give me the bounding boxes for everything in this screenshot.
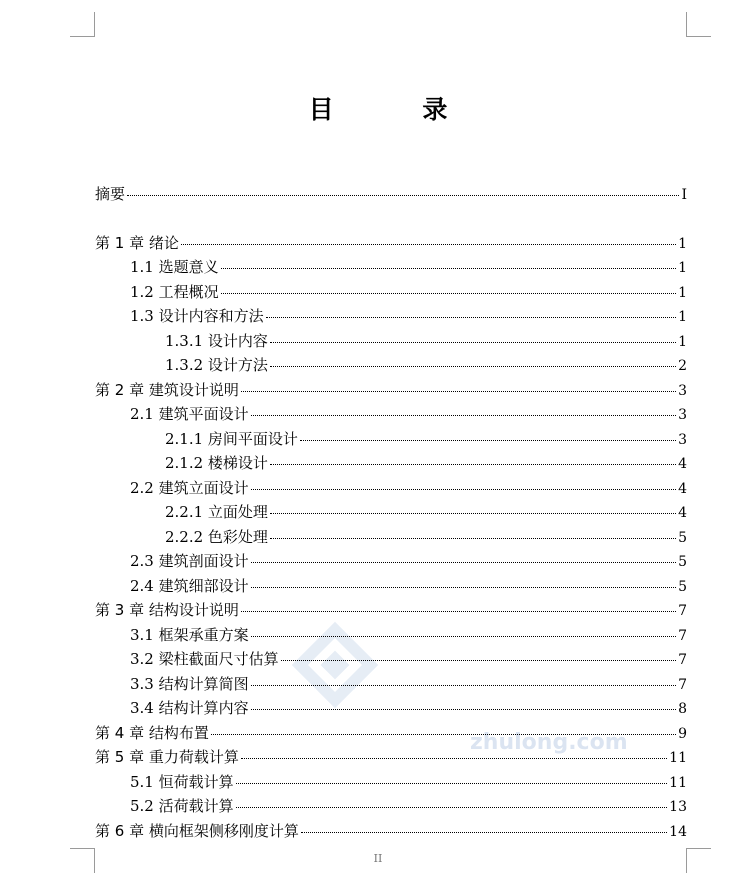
toc-entry-label: 1.3.1 设计内容 [165,331,268,350]
toc-entry[interactable] [95,500,687,525]
toc-entry-page: 7 [678,603,687,619]
toc-entry-label: 第 5 章 重力荷载计算 [95,748,239,766]
toc-entry[interactable] [95,770,687,795]
toc-dot-leader [251,636,676,637]
toc-entry-label: 第 6 章 横向框架侧移刚度计算 [95,821,299,840]
toc-entry-label: 1.3 设计内容和方法 [130,307,264,325]
toc-entry-page: 1 [678,333,687,350]
toc-entry[interactable] [95,427,687,452]
toc-entry-label: 2.3 建筑剖面设计 [130,552,249,570]
toc-dot-leader [241,391,676,392]
toc-dot-leader [270,342,676,343]
toc-entry[interactable] [95,329,687,354]
toc-entry[interactable] [95,280,687,305]
page-number: II [373,852,383,865]
toc-entry-page: 13 [669,799,687,815]
toc-entry[interactable] [95,672,687,697]
toc-entry[interactable] [95,402,687,427]
toc-entry[interactable] [95,476,687,501]
toc-entry[interactable] [95,794,687,819]
toc-entry-label: 5.1 恒荷载计算 [130,772,234,791]
watermark-text: zhulong.com [470,730,628,755]
toc-dot-leader [270,513,676,514]
toc-entry[interactable] [95,304,687,329]
toc-dot-leader [281,660,676,661]
toc-dot-leader [127,195,679,196]
toc-entry-label: 3.4 结构计算内容 [130,699,249,717]
toc-entry[interactable] [95,182,687,207]
toc-dot-leader [251,685,676,686]
toc-entry-page: 1 [678,284,687,301]
toc-entry[interactable] [95,574,687,599]
toc-entry-label: 2.4 建筑细部设计 [130,576,249,595]
page-title: 目 录 [308,95,488,124]
toc-entry-page: I [681,187,687,203]
toc-dot-leader [181,244,676,245]
toc-entry-label: 第 2 章 建筑设计说明 [95,380,239,399]
toc-entry-page: 14 [669,823,687,840]
toc-dot-leader [236,807,668,808]
toc-entry-page: 3 [678,407,687,423]
toc-entry[interactable] [95,353,687,378]
toc-entry-page: 11 [669,750,687,766]
toc-entry-page: 8 [678,701,687,717]
toc-entry-label: 2.2.1 立面处理 [165,503,268,521]
toc-dot-leader [251,587,676,588]
toc-entry-page: 5 [678,529,687,546]
toc-entry-label: 3.3 结构计算简图 [130,674,249,693]
toc-entry-label: 摘要 [95,185,126,203]
toc-dot-leader [236,783,668,784]
toc-dot-leader [251,709,676,710]
toc-entry[interactable] [95,525,687,550]
toc-entry[interactable] [95,451,687,476]
toc-entry-page: 3 [678,382,687,399]
toc-entry-page: 5 [678,554,687,570]
toc-entry[interactable] [95,745,687,770]
toc-dot-leader [211,734,676,735]
toc-entry-page: 4 [678,480,687,497]
toc-dot-leader [251,489,676,490]
toc-entry-label: 第 1 章 绪论 [95,233,179,252]
toc-entry-label: 3.2 梁柱截面尺寸估算 [130,650,279,668]
toc-entry-label: 1.3.2 设计方法 [165,356,268,374]
toc-entry-page: 3 [678,431,687,448]
toc-entry-page: 4 [678,505,687,521]
toc-dot-leader [241,758,667,759]
toc-entry-label: 2.1 建筑平面设计 [130,405,249,423]
toc-entry[interactable] [95,819,687,844]
toc-dot-leader [221,268,676,269]
toc-entry-page: 7 [678,652,687,668]
toc-entry-page: 2 [678,358,687,374]
toc-entry-label: 2.1.2 楼梯设计 [165,454,268,472]
toc-entry-label: 第 3 章 结构设计说明 [95,601,239,619]
toc-entry-label: 2.2 建筑立面设计 [130,478,249,497]
toc-entry-label: 第 4 章 结构布置 [95,723,209,742]
toc-entry[interactable] [95,598,687,623]
toc-dot-leader [300,440,676,441]
toc-entry-label: 2.2.2 色彩处理 [165,527,268,546]
toc-dot-leader [270,464,676,465]
crop-mark-top-right [686,12,711,37]
toc-entry-page: 5 [678,578,687,595]
toc-dot-leader [270,538,676,539]
toc-entry-page: 11 [669,774,687,791]
toc-entry[interactable] [95,647,687,672]
toc-entry-page: 4 [678,456,687,472]
toc-entry-label: 5.2 活荷载计算 [130,797,234,815]
toc-dot-leader [301,832,667,833]
toc-dot-leader [251,562,676,563]
toc-entry-label: 1.2 工程概况 [130,282,219,301]
toc-entry-label: 1.1 选题意义 [130,258,219,276]
table-of-contents [95,182,687,843]
toc-entry-page: 1 [678,260,687,276]
toc-entry-label: 2.1.1 房间平面设计 [165,429,298,448]
crop-mark-top-left [70,12,95,37]
toc-entry-page: 7 [678,627,687,644]
toc-entry-page: 1 [678,235,687,252]
toc-dot-leader [270,366,676,367]
toc-entry[interactable] [95,721,687,746]
toc-entry[interactable] [95,549,687,574]
toc-dot-leader [251,415,676,416]
toc-entry-page: 1 [678,309,687,325]
toc-entry-page: 7 [678,676,687,693]
toc-dot-leader [221,293,676,294]
toc-entry-label: 3.1 框架承重方案 [130,625,249,644]
toc-entry-page: 9 [678,725,687,742]
toc-entry[interactable] [95,623,687,648]
toc-dot-leader [241,611,676,612]
toc-entry[interactable] [95,696,687,721]
toc-entry[interactable] [95,378,687,403]
toc-entry[interactable] [95,231,687,256]
toc-entry[interactable] [95,255,687,280]
toc-dot-leader [266,317,676,318]
